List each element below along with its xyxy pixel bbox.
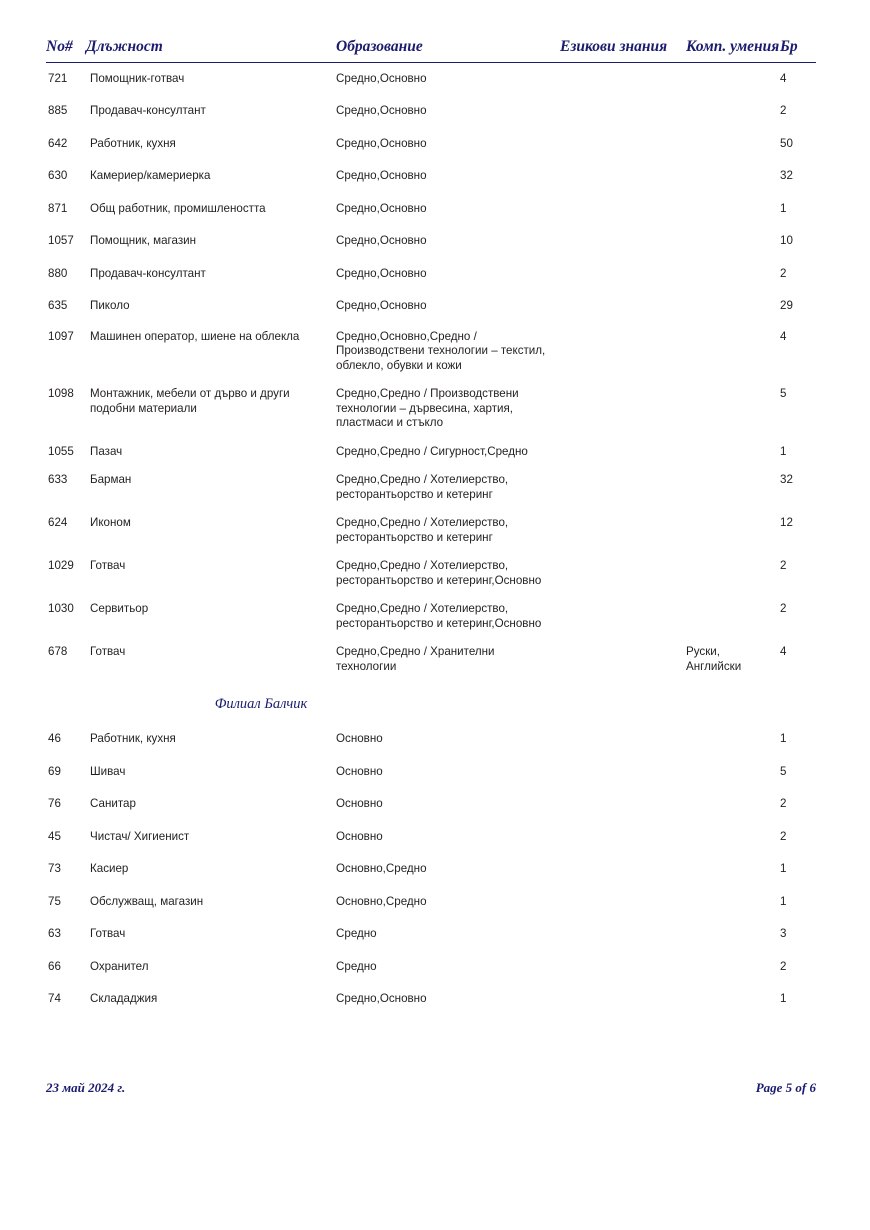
cell-computer bbox=[682, 723, 774, 755]
cell-education: Средно,Основно bbox=[336, 266, 427, 280]
column-header-languages: Езикови знания bbox=[560, 38, 668, 55]
table-row bbox=[46, 509, 816, 552]
cell-education: Средно,Средно / Хотелиерство, ресторантьорство и кетеринг,Основно bbox=[336, 602, 542, 630]
cell-computer bbox=[682, 380, 774, 437]
cell-no: 721 bbox=[48, 72, 68, 85]
cell-no: 73 bbox=[48, 862, 61, 876]
cell-count: 32 bbox=[780, 473, 793, 487]
cell-count: 1 bbox=[780, 732, 787, 746]
table-row bbox=[46, 756, 816, 788]
table-row bbox=[46, 380, 816, 437]
footer-date: 23 май 2024 г. bbox=[46, 1080, 126, 1095]
cell-count: 1 bbox=[780, 992, 787, 1006]
cell-education: Средно,Основно bbox=[336, 992, 427, 1006]
cell-position: Камериер/камериерка bbox=[90, 169, 211, 183]
cell-computer bbox=[682, 595, 774, 638]
cell-position: Шивач bbox=[90, 764, 126, 778]
table-row bbox=[46, 225, 816, 257]
cell-languages bbox=[558, 918, 682, 950]
cell-position: Машинен оператор, шиене на облекла bbox=[90, 329, 300, 343]
page-footer bbox=[46, 1080, 816, 1096]
cell-count: 2 bbox=[780, 602, 787, 616]
cell-count: 10 bbox=[780, 234, 793, 248]
table-header-row bbox=[46, 38, 816, 63]
job-listing-content bbox=[46, 38, 816, 1016]
cell-computer bbox=[682, 290, 774, 322]
cell-education: Средно,Основно bbox=[336, 299, 427, 313]
table-row bbox=[46, 466, 816, 509]
cell-position: Готвач bbox=[90, 927, 126, 941]
cell-count: 2 bbox=[780, 797, 787, 811]
cell-languages bbox=[558, 438, 682, 466]
cell-computer bbox=[682, 63, 774, 96]
cell-education: Средно,Основно bbox=[336, 104, 427, 118]
cell-education: Основно,Средно bbox=[336, 894, 427, 908]
table-row bbox=[46, 552, 816, 595]
cell-count: 29 bbox=[780, 299, 793, 313]
table-row bbox=[46, 886, 816, 918]
cell-education: Основно bbox=[336, 764, 383, 778]
cell-languages bbox=[558, 380, 682, 437]
cell-languages bbox=[558, 552, 682, 595]
cell-position: Продавач-консултант bbox=[90, 266, 206, 280]
table-row bbox=[46, 918, 816, 950]
cell-position: Общ работник, промишлеността bbox=[90, 201, 266, 215]
cell-no: 885 bbox=[48, 104, 68, 118]
cell-computer bbox=[682, 951, 774, 983]
table-row bbox=[46, 160, 816, 192]
table-row bbox=[46, 638, 816, 681]
cell-computer bbox=[682, 983, 774, 1015]
cell-count: 4 bbox=[780, 72, 787, 85]
table-row bbox=[46, 193, 816, 225]
cell-position: Работник, кухня bbox=[90, 136, 176, 150]
table-row bbox=[46, 438, 816, 466]
cell-languages bbox=[558, 290, 682, 322]
column-header-education: Образование bbox=[336, 38, 423, 55]
cell-no: 1030 bbox=[48, 602, 74, 616]
cell-no: 1055 bbox=[48, 444, 74, 458]
cell-count: 2 bbox=[780, 559, 787, 573]
cell-computer bbox=[682, 756, 774, 788]
cell-no: 75 bbox=[48, 894, 61, 908]
cell-position: Монтажник, мебели от дърво и други подобни материали bbox=[90, 387, 290, 415]
cell-languages bbox=[558, 723, 682, 755]
cell-no: 1057 bbox=[48, 234, 74, 248]
cell-education: Средно,Средно / Хотелиерство, ресторантьорство и кетеринг,Основно bbox=[336, 559, 542, 587]
cell-position: Помощник, магазин bbox=[90, 234, 197, 248]
cell-position: Касиер bbox=[90, 862, 129, 876]
cell-computer bbox=[682, 821, 774, 853]
cell-no: 678 bbox=[48, 645, 68, 659]
cell-no: 871 bbox=[48, 201, 68, 215]
cell-education: Средно,Средно / Хранителни технологии bbox=[336, 645, 495, 673]
cell-computer: Руски, Английски bbox=[686, 645, 742, 673]
table-row bbox=[46, 951, 816, 983]
table-row bbox=[46, 723, 816, 755]
cell-education: Средно,Средно / Сигурност,Средно bbox=[336, 444, 528, 458]
cell-education: Средно,Средно / Хотелиерство, ресторантьорство и кетеринг bbox=[336, 473, 509, 501]
cell-computer bbox=[682, 886, 774, 918]
cell-count: 2 bbox=[780, 829, 787, 843]
cell-computer bbox=[682, 552, 774, 595]
cell-position: Готвач bbox=[90, 559, 126, 573]
cell-computer bbox=[682, 788, 774, 820]
cell-computer bbox=[682, 193, 774, 225]
cell-position: Барман bbox=[90, 473, 132, 487]
cell-count: 3 bbox=[780, 927, 787, 941]
cell-no: 63 bbox=[48, 927, 61, 941]
cell-languages bbox=[558, 63, 682, 96]
cell-languages bbox=[558, 821, 682, 853]
cell-computer bbox=[682, 509, 774, 552]
cell-no: 635 bbox=[48, 299, 68, 313]
cell-no: 630 bbox=[48, 169, 68, 183]
job-listing-table bbox=[46, 38, 816, 1016]
cell-computer bbox=[682, 160, 774, 192]
cell-no: 66 bbox=[48, 959, 61, 973]
table-row bbox=[46, 853, 816, 885]
cell-education: Основно,Средно bbox=[336, 862, 427, 876]
cell-position: Пазач bbox=[90, 444, 123, 458]
cell-computer bbox=[682, 258, 774, 290]
cell-languages bbox=[558, 509, 682, 552]
cell-education: Средно,Основно,Средно / Производствени технологии – текстил, облекло, обувки и кожи bbox=[336, 329, 546, 372]
cell-count: 4 bbox=[780, 329, 787, 343]
cell-languages bbox=[558, 951, 682, 983]
cell-no: 74 bbox=[48, 992, 61, 1006]
cell-languages bbox=[558, 193, 682, 225]
cell-position: Работник, кухня bbox=[90, 732, 176, 746]
cell-education: Основно bbox=[336, 829, 383, 843]
cell-languages bbox=[558, 95, 682, 127]
cell-computer bbox=[682, 853, 774, 885]
cell-no: 880 bbox=[48, 266, 68, 280]
cell-languages bbox=[558, 788, 682, 820]
cell-education: Средно,Средно / Производствени технологии – дървесина, хартия, пластмаси и стъкло bbox=[336, 387, 519, 430]
cell-education: Основно bbox=[336, 797, 383, 811]
section-header-row bbox=[46, 681, 816, 723]
table-row bbox=[46, 323, 816, 380]
cell-count: 12 bbox=[780, 516, 793, 530]
cell-languages bbox=[558, 128, 682, 160]
cell-computer bbox=[682, 438, 774, 466]
table-row bbox=[46, 983, 816, 1015]
column-header-no: No# bbox=[46, 38, 73, 55]
cell-position: Сервитьор bbox=[90, 602, 149, 616]
cell-no: 642 bbox=[48, 136, 68, 150]
column-header-position: Длъжност bbox=[86, 38, 163, 55]
cell-count: 1 bbox=[780, 201, 787, 215]
cell-count: 2 bbox=[780, 104, 787, 118]
cell-education: Средно,Основно bbox=[336, 234, 427, 248]
cell-count: 1 bbox=[780, 894, 787, 908]
section-title: Филиал Балчик bbox=[214, 696, 308, 713]
table-row bbox=[46, 95, 816, 127]
cell-education: Средно,Основно bbox=[336, 72, 427, 85]
table-row bbox=[46, 128, 816, 160]
cell-no: 1098 bbox=[48, 387, 74, 401]
cell-no: 624 bbox=[48, 516, 68, 530]
table-row bbox=[46, 290, 816, 322]
cell-computer bbox=[682, 95, 774, 127]
cell-position: Санитар bbox=[90, 797, 136, 811]
cell-count: 32 bbox=[780, 169, 793, 183]
cell-position: Продавач-консултант bbox=[90, 104, 206, 118]
cell-count: 5 bbox=[780, 387, 787, 401]
cell-position: Пиколо bbox=[90, 299, 130, 313]
cell-languages bbox=[558, 853, 682, 885]
cell-count: 5 bbox=[780, 764, 787, 778]
cell-computer bbox=[682, 323, 774, 380]
table-row bbox=[46, 595, 816, 638]
cell-no: 45 bbox=[48, 829, 61, 843]
footer-page-number: Page 5 of 6 bbox=[755, 1080, 816, 1095]
cell-no: 633 bbox=[48, 473, 68, 487]
cell-count: 1 bbox=[780, 862, 787, 876]
cell-count: 2 bbox=[780, 959, 787, 973]
cell-no: 1097 bbox=[48, 329, 74, 343]
cell-position: Обслужващ, магазин bbox=[90, 894, 204, 908]
table-header bbox=[46, 38, 816, 63]
table-row bbox=[46, 788, 816, 820]
cell-position: Чистач/ Хигиенист bbox=[90, 829, 190, 843]
cell-computer bbox=[682, 225, 774, 257]
cell-education: Основно bbox=[336, 732, 383, 746]
cell-education: Средно,Основно bbox=[336, 169, 427, 183]
cell-count: 1 bbox=[780, 444, 787, 458]
cell-computer bbox=[682, 918, 774, 950]
cell-count: 50 bbox=[780, 136, 793, 150]
column-header-count: Бр bbox=[780, 38, 798, 55]
cell-position: Иконом bbox=[90, 516, 131, 530]
table-row bbox=[46, 63, 816, 96]
section-header-cell bbox=[46, 681, 816, 723]
cell-languages bbox=[558, 638, 682, 681]
cell-no: 76 bbox=[48, 797, 61, 811]
cell-education: Средно,Основно bbox=[336, 136, 427, 150]
cell-education: Средно,Основно bbox=[336, 201, 427, 215]
cell-no: 46 bbox=[48, 732, 61, 746]
cell-education: Средно,Средно / Хотелиерство, ресторантьорство и кетеринг bbox=[336, 516, 509, 544]
cell-languages bbox=[558, 983, 682, 1015]
cell-position: Помощник-готвач bbox=[90, 72, 185, 85]
table-row bbox=[46, 821, 816, 853]
column-header-computer: Комп. умения bbox=[686, 38, 780, 55]
cell-languages bbox=[558, 466, 682, 509]
cell-education: Средно bbox=[336, 927, 377, 941]
cell-education: Средно bbox=[336, 959, 377, 973]
table-row bbox=[46, 258, 816, 290]
cell-computer bbox=[682, 466, 774, 509]
cell-position: Охранител bbox=[90, 959, 149, 973]
cell-languages bbox=[558, 323, 682, 380]
cell-no: 69 bbox=[48, 764, 61, 778]
cell-languages bbox=[558, 756, 682, 788]
cell-languages bbox=[558, 258, 682, 290]
cell-position: Готвач bbox=[90, 645, 126, 659]
cell-languages bbox=[558, 595, 682, 638]
cell-languages bbox=[558, 160, 682, 192]
table-body bbox=[46, 63, 816, 1016]
cell-position: Склададжия bbox=[90, 992, 158, 1006]
cell-languages bbox=[558, 886, 682, 918]
cell-count: 4 bbox=[780, 645, 787, 659]
cell-languages bbox=[558, 225, 682, 257]
cell-count: 2 bbox=[780, 266, 787, 280]
cell-computer bbox=[682, 128, 774, 160]
cell-no: 1029 bbox=[48, 559, 74, 573]
